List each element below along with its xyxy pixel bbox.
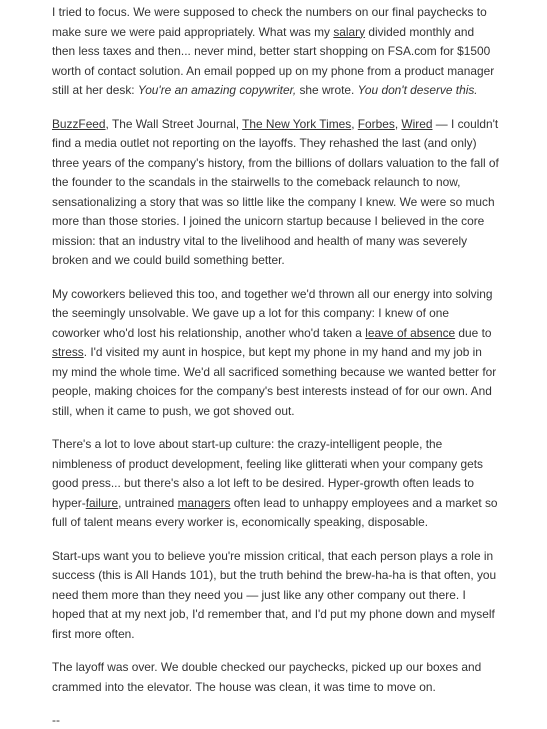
- p2-text-1: , The Wall Street Journal,: [105, 116, 243, 131]
- forbes-link[interactable]: Forbes: [357, 116, 395, 131]
- p2-text-3: ,: [394, 116, 402, 131]
- paragraph-4: [52, 435, 500, 533]
- managers-link[interactable]: managers: [177, 495, 231, 510]
- p3-text-2: due to: [455, 325, 492, 340]
- p4-text-3: often lead to unhappy employees and a market so full of talent means every worker is, economically speaking, disposable.: [52, 495, 498, 529]
- paragraph-3: [52, 285, 500, 422]
- p2-text-4: — I couldn't find a media outlet not reporting on the layoffs. They rehashed the last (and only) three years of the company's history, from the billions of dollars valuation to the fall of the founder to the scandals in the stairwells to the comeback relaunch to now, sensationalizing a story that was so little like the company I knew. We were so much more than those stories. I joined the unicorn startup because I believed in the core mission: that an industry vital to the livelihood and health of many was severely broken and we could build something better.: [52, 116, 499, 267]
- p1-quote: You're an amazing copywriter,: [137, 83, 297, 97]
- paragraph-6: The layoff was over. We double checked our paychecks, picked up our boxes and crammed into the elevator. The house was clean, it was time to move on.: [52, 660, 482, 694]
- wired-link[interactable]: Wired: [401, 116, 433, 131]
- p4-text-1: There's a lot to love about start-up culture: the crazy-intelligent people, the nimbleness of product development, feeling like glitterati when your company gets good press... but there's also a lot left to be desired. Hyper-growth often leads to hyper-: [52, 437, 483, 510]
- p1-text-2: divided monthly and then less taxes and then... never mind, better start shopping on FSA.com for $1500 worth of contact solution. An email popped up on my phone from a product manager still at her desk:: [52, 24, 495, 97]
- p3-text-3: . I'd visited my aunt in hospice, but kept my phone in my hand and my job in my mind the whole time. We'd all sacrificed something because we wanted better for people, making choices for the company's best interests instead of for our own. And still, when it came to push, we got shoved out.: [52, 345, 497, 418]
- p1-text-3: she wrote.: [296, 83, 358, 97]
- p3-text-1: My coworkers believed this too, and together we'd thrown all our energy into solving the seemingly unsolvable. We gave up a lot for this company: I knew of one coworker who'd lost his relationship, another who'd taken a: [52, 286, 493, 340]
- paragraph-5: Start-ups want you to believe you're mission critical, that each person plays a role in success (this is All Hands 101), but the truth behind the brew-ha-ha is that often, you need them more than they need you — just like any other company out there. I hoped that at my next job, I'd remember that, and I'd put my phone down and myself first more often.: [52, 548, 497, 641]
- p1-quote-2: You don't deserve this.: [357, 83, 478, 97]
- buzzfeed-link[interactable]: BuzzFeed: [52, 116, 106, 131]
- nyt-link[interactable]: The New York Times: [242, 116, 352, 131]
- section-separator: --: [52, 713, 60, 727]
- article-body: [52, 3, 500, 729]
- p4-text-2: , untrained: [118, 495, 178, 510]
- p1-text-1: I tried to focus. We were supposed to check the numbers on our final paychecks to make sure we were paid appropriately. What was my: [52, 5, 487, 39]
- paragraph-2: [52, 115, 500, 271]
- paragraph-1: [52, 3, 500, 101]
- leave-of-absence-link[interactable]: leave of absence: [365, 325, 456, 340]
- failure-link[interactable]: failure: [85, 495, 119, 510]
- p2-text-2: ,: [351, 116, 358, 131]
- stress-link[interactable]: stress: [52, 345, 84, 359]
- salary-link[interactable]: salary: [333, 24, 366, 39]
